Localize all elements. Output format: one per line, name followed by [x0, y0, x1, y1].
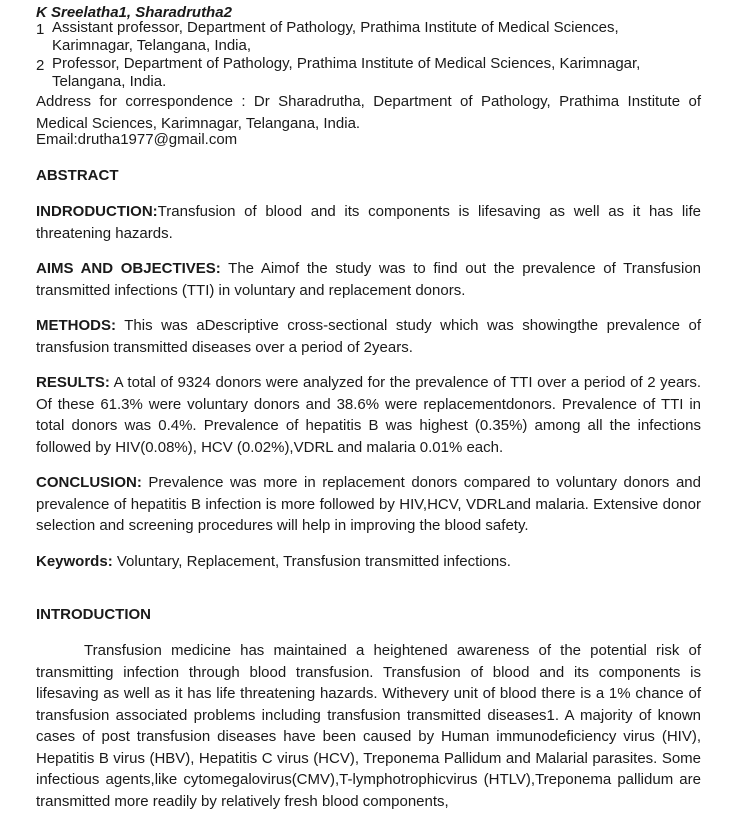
abstract-introduction-text: Transfusion of blood and its components is lifesaving as well as it has life threatening hazards. — [36, 203, 701, 242]
abstract-aims-label: AIMS AND OBJECTIVES: — [36, 260, 221, 277]
correspondence-address: Address for correspondence : Dr Sharadrutha, Department of Pathology, Prathima Institute of Medical Sciences, Karimnagar, Telangana, India. — [36, 93, 701, 132]
correspondence-email: Email:drutha1977@gmail.com — [36, 131, 238, 148]
author-list: K Sreelatha1, Sharadrutha2 — [36, 4, 232, 21]
affiliation-list — [36, 19, 701, 91]
abstract-methods — [36, 315, 701, 358]
affiliation-item — [36, 55, 701, 91]
abstract-conclusion-text: Prevalence was more in replacement donors compared to voluntary donors and prevalence of hepatitis B infection is more followed by HIV,HCV, VDRLand malaria. Extensive donor selection and screening procedures will help in improving the blood safety. — [36, 474, 701, 534]
keywords-label: Keywords: — [36, 553, 113, 570]
introduction-body: Transfusion medicine has maintained a heightened awareness of the potential risk of transmitting infection through blood transfusion. Transfusion of blood and its components is lifesaving as well as it has life threatening hazards. Withevery unit of blood there is a 1% chance of transfusion associated problems including transfusion transmitted diseases1. A majority of known cases of post transfusion diseases have been caused by Human immunodeficiency virus (HIV), Hepatitis B virus (HBV), Hepatitis C virus (HCV), Treponema Pallidum and Malarial parasites. Some infectious agents,like cytomegalovirus(CMV),T-lymphotrophicvirus (HTLV),Treponema pallidum are transmitted more readily by relatively fresh blood components, — [36, 642, 701, 810]
abstract-conclusion-label: CONCLUSION: — [36, 474, 142, 491]
affiliation-number: 1 — [36, 21, 45, 38]
abstract-heading: ABSTRACT — [36, 167, 119, 184]
abstract-conclusion — [36, 472, 701, 537]
affiliation-item — [36, 19, 701, 55]
abstract-results-label: RESULTS: — [36, 374, 110, 391]
abstract-methods-label: METHODS: — [36, 317, 116, 334]
abstract-aims-text: The Aimof the study was to find out the prevalence of Transfusion transmitted infections (TTI) in voluntary and replacement donors. — [36, 260, 701, 299]
keywords-text: Voluntary, Replacement, Transfusion transmitted infections. — [112, 553, 511, 570]
affiliation-text: Professor, Department of Pathology, Prathima Institute of Medical Sciences, Karimnagar, Telangana, India. — [52, 55, 641, 90]
abstract-introduction-label: INDRODUCTION: — [36, 203, 158, 220]
abstract-introduction — [36, 201, 701, 244]
abstract-methods-text: This was aDescriptive cross-sectional study which was showingthe prevalence of transfusion transmitted diseases over a period of 2years. — [36, 317, 701, 356]
affiliation-number: 2 — [36, 57, 45, 74]
keywords — [36, 551, 701, 573]
abstract-results — [36, 372, 701, 458]
abstract-aims — [36, 258, 701, 301]
affiliation-text: Assistant professor, Department of Pathology, Prathima Institute of Medical Sciences, Karimnagar, Telangana, India, — [52, 19, 619, 54]
introduction-heading: INTRODUCTION — [36, 606, 151, 623]
abstract-results-text: A total of 9324 donors were analyzed for the prevalence of TTI over a period of 2 years. Of these 61.3% were voluntary donors and 38.6% were replacementdonors. Prevalence of TTI in total donors was 0.4%. Prevalence of hepatitis B was highest (0.35%) among all the infections followed by HIV(0.08%), HCV (0.02%),VDRL and malaria 0.01% each. — [36, 374, 701, 456]
